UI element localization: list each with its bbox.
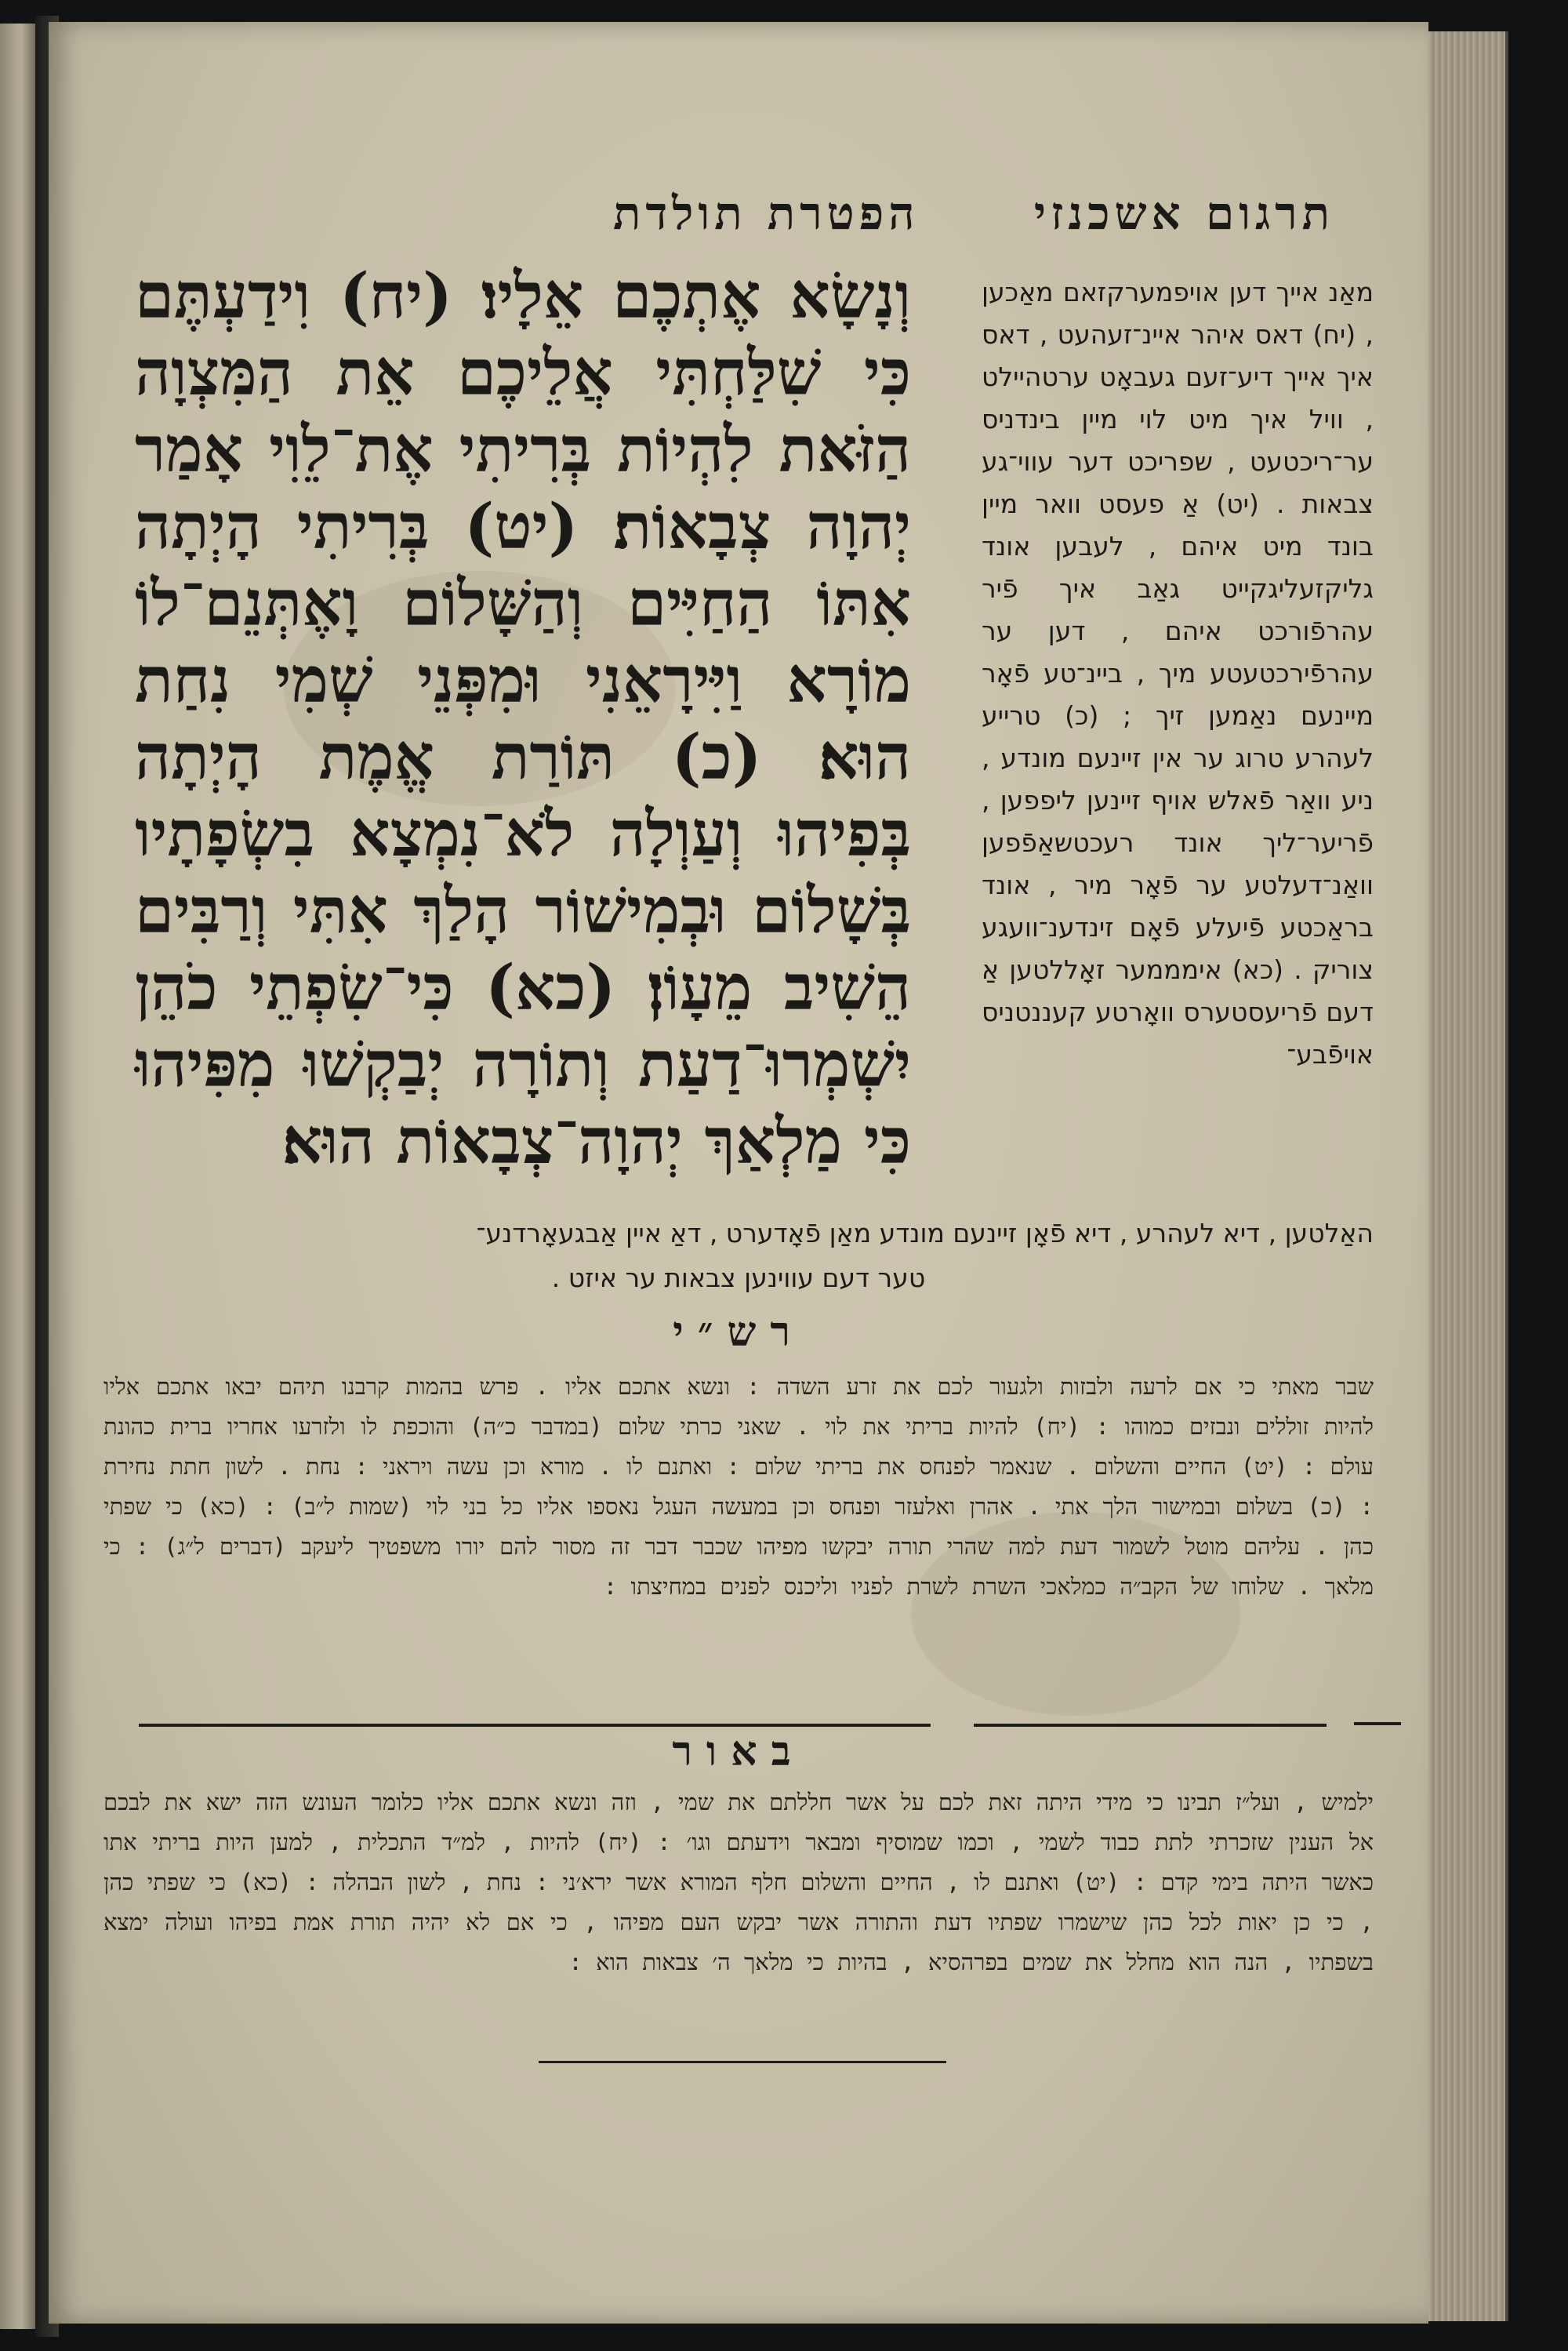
facing-page-edge <box>0 24 38 2329</box>
page-stack-edges <box>1419 31 1508 2321</box>
targum-column <box>982 271 1374 1212</box>
rashi-paragraph: שבר מאתי כי אם לרעה ולבזות ולגעור לכם את זרע השדה : ונשא אתכם אליו . פרש בהמות קרבנו תיהם יבאו אתכם אליו להיות זוללים ונבזים כמוהו : (יח) להיות בריתי את לוי . שאני כרתי שלום (במדבר כ״ה) והוכפת לו ולזרעו אחריו ברית כהונת עולם : (יט) החיים והשלום . שנאמר לפנחס את בריתי שלום : ואתנם לו . מורא וכן עשה ויראני : נחת . לשון חתת נחירת : (כ) בשלום ובמישור הלך אתי . אהרן ואלעזר ופנחס וכן במעשה העגל נאספו אליו כל בני לוי (שמות ל״ב) : (כא) כי שפתי כהן . עליהם מוטל לשמור דעת למה שהרי תורה יבקשו מפיהו שכבר דבר זה מסור להם יורו משפטיך ליעקב (דברים ל״ג) : כי מלאך . שלוחו של הקב״ה כמלאכי השרת לשרת לפניו וליכנס לפנים במחיצתו : <box>103 1373 1374 1600</box>
section-divider <box>1354 1722 1401 1725</box>
rashi-commentary <box>103 1367 1374 1712</box>
beur-paragraph: ילמיש , ועל״ז תבינו כי מידי היתה זאת לכם על אשר חללתם את שמי , וזה ונשא אתכם אליו כלומר העונש הזה ישא את לבכם אל הענין שזכרתי לתת כבוד לשמי , וכמו שמוסיף ומבאר וידעתם וגו׳ : (יח) להיות , למ״ד התכלית , למען היות בריתי אתו כאשר היתה בימי קדם : (יט) ואתנם לו , החיים והשלום חלף המורא אשר ירא׳ני : נחת , לשון הבהלה : (כא) כי שפתי כהן , כי כן יאות לכל כהן שישמרו שפתיו דעת והתורה אשר יבקש העם מפיהו , כי אם לא יהיה תורת אמת בפיהו ועולה ימצא בשפתיו , הנה הוא מחלל את שמים בפרהסיא , בהיות כי מלאך ה׳ צבאות הוא : <box>103 1789 1374 1975</box>
end-rule <box>539 2061 946 2063</box>
main-text-paragraph: וְנָשָׂא אֶתְכֶם אֵלָיו׃ (יח) וִידַעְתֶּם כִּי שִׁלַּחְתִּי אֲלֵיכֶם אֵת הַמִּצְוָה הַזֹּאת לִהְיוֹת בְּרִיתִי אֶת־לֵוִי אָמַר יְהוָה צְבָאוֹת׃ (יט) בְּרִיתִי הָיְתָה אִתּוֹ הַחַיִּים וְהַשָּׁלוֹם וָאֶתְּנֵם־לוֹ מוֹרָא וַיִּירָאֵנִי וּמִפְּנֵי שְׁמִי נִחַת הוּא׃ (כ) תּוֹרַת אֱמֶת הָיְתָה בְּפִיהוּ וְעַוְלָה לֹא־נִמְצָא בִשְׂפָתָיו בְּשָׁלוֹם וּבְמִישׁוֹר הָלַךְ אִתִּי וְרַבִּים הֵשִׁיב מֵעָוֹן׃ (כא) כִּי־שִׂפְתֵי כֹהֵן יִשְׁמְרוּ־דַעַת וְתוֹרָה יְבַקְשׁוּ מִפִּיהוּ כִּי מַלְאַךְ יְהוָה־צְבָאוֹת הוּא׃ <box>135 259 911 1178</box>
running-head-targum: תרגום אשכנזי <box>1033 187 1334 240</box>
running-head-haftarah: הפטרת תולדת <box>613 187 920 240</box>
beur-heading: באור <box>672 1728 805 1775</box>
hebrew-main-text <box>135 257 911 1190</box>
rashi-heading: רש״י <box>673 1308 804 1356</box>
beur-commentary <box>103 1782 1374 2041</box>
section-divider <box>139 1724 931 1727</box>
targum-continuation: האַלטען , דיא לעהרע , דיא פֿאָן זיינעם מונדע מאַן פֿאָדערט , דאַ איין אַבגעאָרדנע־ <box>476 1218 1374 1248</box>
section-divider <box>974 1724 1327 1727</box>
targum-end-line: טער דעם עווינען צבאות ער איזט . <box>551 1263 926 1293</box>
targum-paragraph: מאַנ אייך דען אויפמערקזאם מאַכען , (יח) דאס איהר איינ־זעהעט , דאס איך אייך דיע־זעם געבאָט ערטהיילט , וויל איך מיט לוי מיין בינדניס ער־ריכטעט , שפריכט דער עווי־גע צבאות . (יט) אַ פעסט וואר מיין בונד מיט איהם , לעבען אונד גליקזעליגקייט גאַב איך פֿיר עהרפֿורכט איהם , דען ער עהרפֿירכטעטע מיך , ביינ־טע פֿאָר מיינעם נאַמען זיך ; (כ) טרייע לעהרע טרוג ער אין זיינעם מונדע , ניע וואַר פֿאלש אויף זיינען ליפפען , פֿריער־ליך אונד רעכטשאַפֿפען וואַנ־דעלטע ער פֿאָר מיר , אונד בראַכטע פֿיעלע פֿאָם זינדענ־וועגע צוריק . (כא) אימממער זאָללטען אַ דעם פֿריעסטערס וואָרטע קעננטניס אויפֿבע־ <box>982 277 1374 1070</box>
book-page <box>49 22 1428 2324</box>
